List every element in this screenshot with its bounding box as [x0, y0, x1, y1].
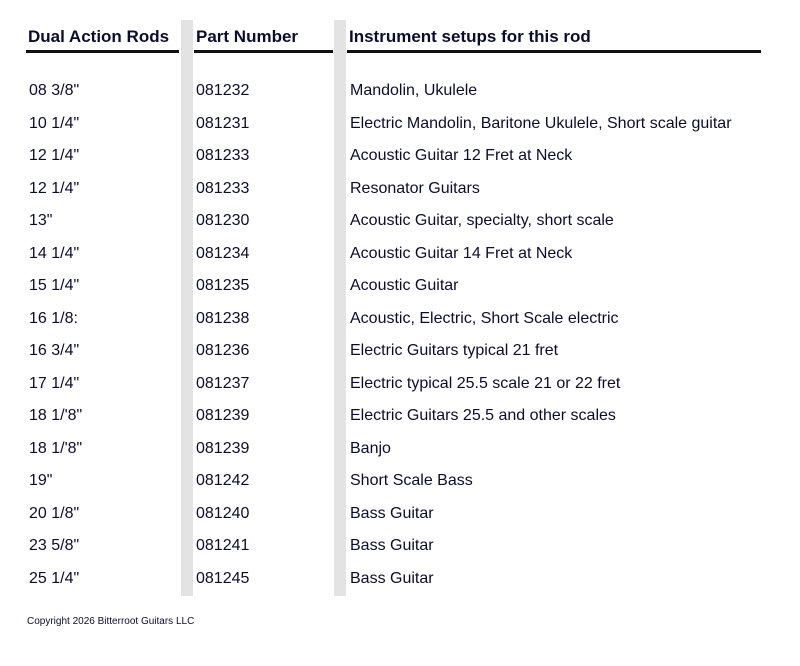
- table-row: [0, 498, 800, 531]
- part-number-cell: 081233: [196, 147, 250, 164]
- table-row: [0, 270, 800, 303]
- rod-length-cell: 16 3/4": [29, 342, 80, 359]
- part-number-cell: 081237: [196, 374, 250, 392]
- instrument-setup-cell: Resonator Guitars: [350, 179, 480, 197]
- instrument-setup-cell: Mandolin, Ukulele: [350, 82, 478, 99]
- instrument-setup-cell: Electric Guitars typical 21 fret: [350, 342, 559, 359]
- instrument-setup-cell: Acoustic Guitar: [350, 277, 459, 294]
- header-rule: [26, 50, 179, 53]
- part-number-cell: 081235: [196, 277, 250, 294]
- header-rule: [347, 50, 761, 53]
- header-instrument-setups: Instrument setups for this rod: [349, 27, 591, 46]
- copyright-notice: Copyright 2026 Bitterroot Guitars LLC: [27, 616, 195, 627]
- table-row: [0, 75, 800, 108]
- rod-length-cell: 10 1/4": [29, 114, 80, 132]
- table-row: [0, 433, 800, 466]
- part-number-cell: 081231: [196, 114, 250, 132]
- rod-length-cell: 17 1/4": [29, 374, 80, 392]
- rod-length-cell: 20 1/8": [29, 504, 80, 522]
- part-number-cell: 081239: [196, 407, 250, 424]
- part-number-cell: 081239: [196, 439, 250, 457]
- rod-length-cell: 12 1/4": [29, 147, 80, 164]
- part-number-cell: 081236: [196, 342, 250, 359]
- part-number-cell: 081238: [196, 309, 250, 327]
- rod-length-cell: 08 3/8": [29, 82, 80, 99]
- table-row: [0, 303, 800, 336]
- rod-length-cell: 15 1/4": [29, 277, 80, 294]
- part-number-cell: 081232: [196, 82, 250, 99]
- part-number-cell: 081234: [196, 244, 250, 262]
- instrument-setup-cell: Acoustic, Electric, Short Scale electric: [350, 309, 619, 327]
- table-row: [0, 530, 800, 563]
- table-row: [0, 238, 800, 271]
- rod-length-cell: 14 1/4": [29, 244, 80, 262]
- instrument-setup-cell: Acoustic Guitar 14 Fret at Neck: [350, 244, 573, 262]
- instrument-setup-cell: Bass Guitar: [350, 569, 434, 587]
- part-number-cell: 081241: [196, 537, 250, 554]
- part-number-cell: 081245: [196, 569, 250, 587]
- table-row: [0, 205, 800, 238]
- header-part-number: Part Number: [196, 27, 299, 46]
- rod-length-cell: 19": [29, 472, 53, 489]
- instrument-setup-cell: Short Scale Bass: [350, 472, 473, 489]
- instrument-setup-cell: Banjo: [350, 439, 391, 457]
- part-number-cell: 081233: [196, 179, 250, 197]
- table-row: [0, 465, 800, 498]
- part-number-cell: 081230: [196, 212, 250, 229]
- table-row: [0, 108, 800, 141]
- table-body: [0, 75, 800, 595]
- rod-length-cell: 16 1/8:: [29, 309, 78, 327]
- rod-length-cell: 13": [29, 212, 53, 229]
- rod-length-cell: 25 1/4": [29, 569, 80, 587]
- table-row: [0, 400, 800, 433]
- part-number-cell: 081242: [196, 472, 250, 489]
- table-row: [0, 335, 800, 368]
- header-rule: [194, 50, 333, 53]
- rod-length-cell: 18 1/'8": [29, 439, 83, 457]
- table-row: [0, 368, 800, 401]
- instrument-setup-cell: Electric typical 25.5 scale 21 or 22 fret: [350, 374, 621, 392]
- instrument-setup-cell: Bass Guitar: [350, 537, 434, 554]
- rod-length-cell: 23 5/8": [29, 537, 80, 554]
- instrument-setup-cell: Electric Mandolin, Baritone Ukulele, Short scale guitar: [350, 114, 732, 132]
- header-dual-action-rods: Dual Action Rods: [28, 27, 170, 46]
- table-row: [0, 563, 800, 596]
- instrument-setup-cell: Electric Guitars 25.5 and other scales: [350, 407, 616, 424]
- instrument-setup-cell: Acoustic Guitar 12 Fret at Neck: [350, 147, 573, 164]
- instrument-setup-cell: Acoustic Guitar, specialty, short scale: [350, 212, 614, 229]
- table-row: [0, 140, 800, 173]
- instrument-setup-cell: Bass Guitar: [350, 504, 434, 522]
- rod-length-cell: 18 1/'8": [29, 407, 83, 424]
- part-number-cell: 081240: [196, 504, 250, 522]
- rod-length-cell: 12 1/4": [29, 179, 80, 197]
- table-row: [0, 173, 800, 206]
